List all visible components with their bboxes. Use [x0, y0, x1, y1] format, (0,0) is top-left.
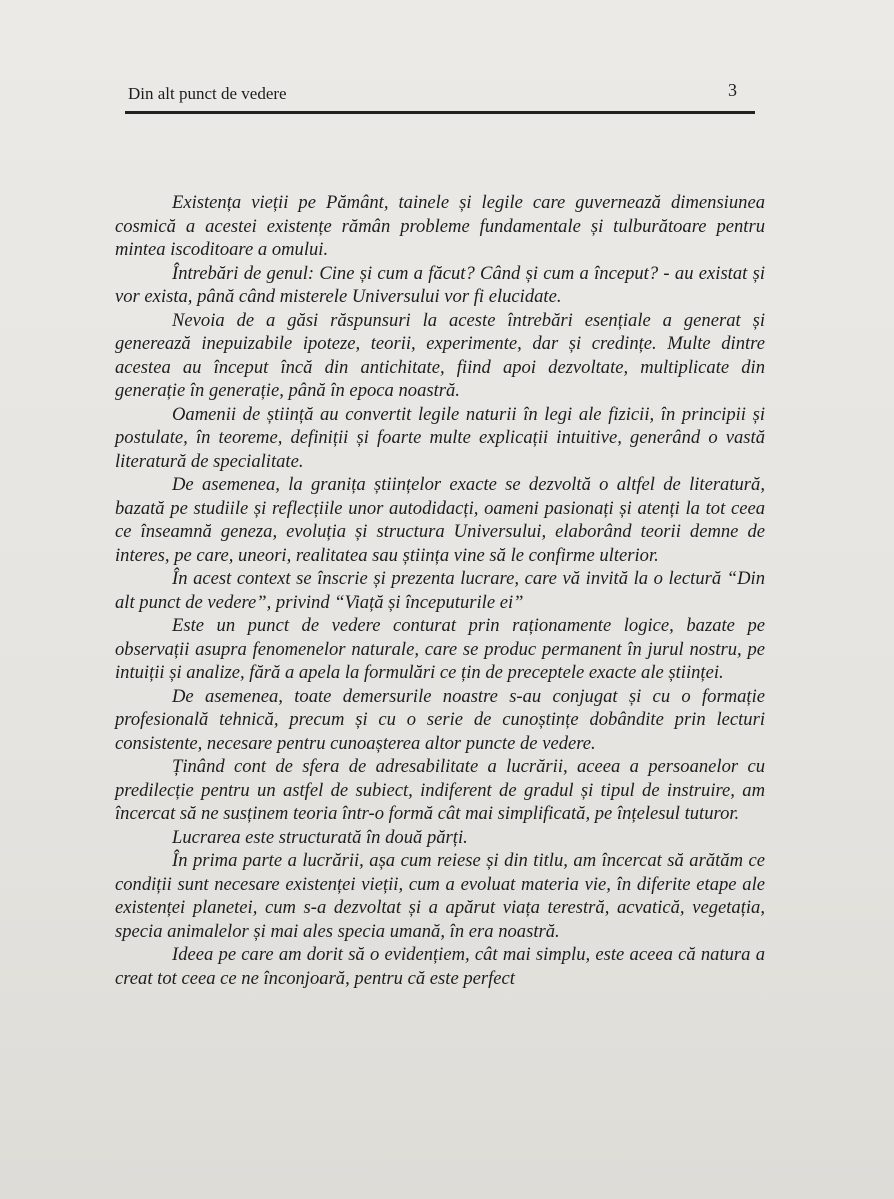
paragraph: Existența vieții pe Pământ, tainele și legile care guvernează dimensiunea cosmică a acestei existențe rămân probleme fundamentale și tulburătoare pentru mintea iscoditoare a omului. [115, 192, 765, 260]
body-text [115, 191, 765, 990]
paragraph: De asemenea, la granița științelor exacte se dezvoltă o altfel de literatură, bazată pe studiile și reflecțiile unor autodidacți, oameni pasionați și atenți la tot ceea ce înseamnă geneza, evoluția și structura Universului, elaborând teorii demne de interes, pe care, uneori, realitatea sau știința vine să le confirme ulterior. [115, 474, 765, 566]
running-header [125, 78, 755, 114]
paragraph: În acest context se înscrie și prezenta lucrare, care vă invită la o lectură “Din alt punct de vedere”, privind “Viață și începuturile ei” [115, 568, 765, 613]
paragraph: Oamenii de știință au convertit legile naturii în legi ale fizicii, în principii și postulate, în teoreme, definiții și foarte multe explicații intuitive, generând o vastă literatură de specialitate. [115, 403, 765, 472]
paragraph: Ținând cont de sfera de adresabilitate a lucrării, aceea a persoanelor cu predilecție pentru un astfel de subiect, indiferent de gradul și tipul de instruire, am încercat să ne susținem teoria într-o formă cât mai simplificată, pe înțelesul tuturor. [115, 756, 765, 824]
paragraph: În prima parte a lucrării, așa cum reiese și din titlu, am încercat să arătăm ce condiții sunt necesare existenței vieții, cum a evoluat materia vie, în diferite etape ale existenței planetei, cum s-a dezvoltat și a apărut viața terestră, acvatică, vegetația, specia animalelor și mai ales specia umană, în era noastră. [115, 850, 765, 942]
header-rule [125, 111, 755, 114]
paragraph: Nevoia de a găsi răspunsuri la aceste întrebări esențiale a generat și generează inepuizabile ipoteze, teorii, experimente, dar și credințe. Multe dintre acestea au început încă din antichitate, fiind apoi dezvoltate, multiplicate din generație în generație, până în epoca noastră. [115, 309, 765, 401]
paragraph: Întrebări de genul: Cine și cum a făcut? Când și cum a început? - au existat și vor exista, până când misterele Universului vor fi elucidate. [115, 262, 765, 307]
paragraph: Este un punct de vedere conturat prin raționamente logice, bazate pe observații asupra fenomenelor naturale, care se produc permanent în jurul nostru, pe intuiții și analize, fără a apela la formulări ce țin de preceptele exacte ale științei. [115, 615, 765, 683]
paragraph: Ideea pe care am dorit să o evidențiem, cât mai simplu, este aceea că natura a creat tot ceea ce ne înconjoară, pentru că este perfect [115, 944, 765, 989]
paragraph: Lucrarea este structurată în două părți. [172, 826, 468, 848]
paragraph: De asemenea, toate demersurile noastre s-au conjugat și cu o formație profesională tehnică, precum și cu o serie de cunoștințe dobândite prin lecturi consistente, necesare pentru cunoașterea altor puncte de vedere. [115, 685, 765, 754]
running-header-title: Din alt punct de vedere [128, 84, 287, 103]
page-number: 3 [728, 80, 737, 100]
